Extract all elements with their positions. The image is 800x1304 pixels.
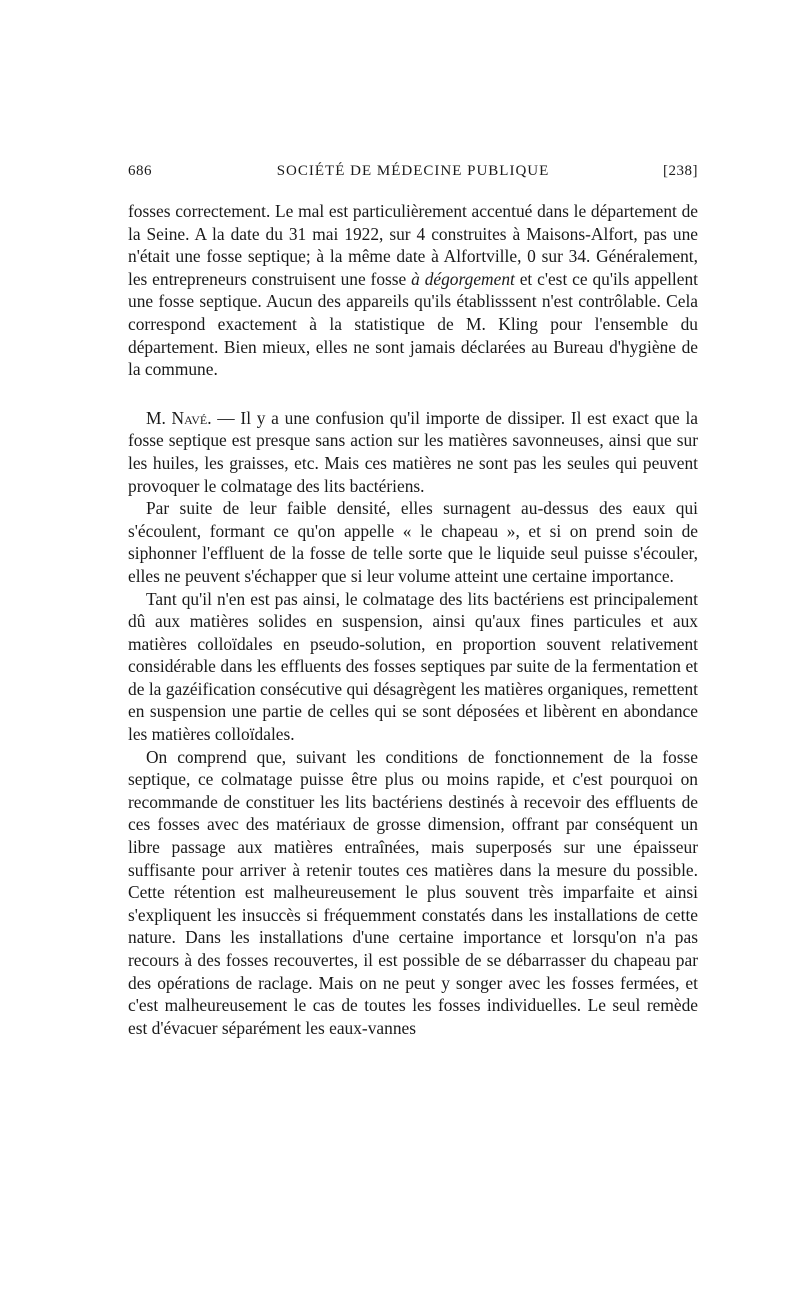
speaker-name: Navé: [171, 407, 208, 428]
journal-title: SOCIÉTÉ DE MÉDECINE PUBLIQUE: [276, 163, 550, 179]
paragraph-text: et c'est ce qu'ils appellent une fosse septique. Aucun des appareils qu'ils établisssent n'est contrôlable. Cela correspond exactement à la statistique de M. Kling pour l'ensemble du département. Bien mieux, elles ne sont jamais déclarées au Bureau d'hygiène de la commune.: [128, 268, 698, 380]
paragraph-text: . — Il y a une confusion qu'il importe de dissiper. Il est exact que la fosse septique est presque sans action sur les matières savonneuses, ainsi que sur les huiles, les graisses, etc. Mais ces matières ne sont pas les seules qui peuvent provoquer le colmatage des lits bactériens.: [128, 407, 698, 496]
paragraph-text: fosses correctement. Le mal est particulièrement accentué dans le département de la Seine. A la date du 31 mai 1922, sur 4 construites à Maisons-Alfort, pas une n'était une fosse septique; à la même date à Alfortville, 0 sur 34. Généralement, les entrepreneurs construisent une fosse: [128, 201, 698, 289]
speaker-prefix: M.: [146, 407, 172, 428]
page-number: 686: [128, 163, 152, 179]
page-body: [128, 200, 698, 1039]
paragraph: On comprend que, suivant les conditions de fonctionnement de la fosse septique, ce colmatage puisse être plus ou moins rapide, et c'est pourquoi on recommande de constituer les lits bactériens destinés à recevoir des effluents de ces fosses avec des matériaux de grosse dimension, offrant par conséquent un libre passage aux matières entraînées, mais superposés sur une épaisseur suffisante pour arriver à retenir toutes ces matières dans la mesure du possible. Cette rétention est malheureusement le plus souvent très imparfaite et ainsi s'expliquent les insuccès si fréquemment constatés dans les installations de cette nature. Dans les installations d'une certaine importance et lorsqu'on n'a pas recours à des fosses recouvertes, il est possible de se débarrasser du chapeau par des opérations de raclage. Mais on ne peut y songer avec les fosses fermées, et c'est malheureusement le cas de toutes les fosses individuelles. Le seul remède est d'évacuer séparément les eaux-vannes: [128, 746, 698, 1038]
paragraph-continuation: [128, 200, 698, 381]
paragraph: Par suite de leur faible densité, elles surnagent au-dessus des eaux qui s'écoulent, formant ce qu'on appelle « le chapeau », et si on prend soin de siphonner l'effluent de la fosse de telle sorte que le liquide seul puisse s'écouler, elles ne peuvent s'échapper que si leur volume atteint une certaine importance.: [128, 498, 698, 586]
bracket-page-number: [238]: [663, 163, 698, 179]
running-header: [128, 163, 698, 187]
italic-term: à dégorgement: [411, 268, 515, 289]
paragraph: Tant qu'il n'en est pas ainsi, le colmatage des lits bactériens est principalement dû aux matières solides en suspension, ainsi qu'aux fines particules et aux matières colloïdales en pseudo-solution, en proportion souvent relativement considérable dans les effluents des fosses septiques par suite de la fermentation et de la gazéification consécutive qui désagrègent les matières organiques, remettent en suspension une partie de celles qui se sont déposées et libèrent en abondance les matières colloïdales.: [128, 588, 698, 745]
paragraph-speaker: [128, 407, 698, 497]
